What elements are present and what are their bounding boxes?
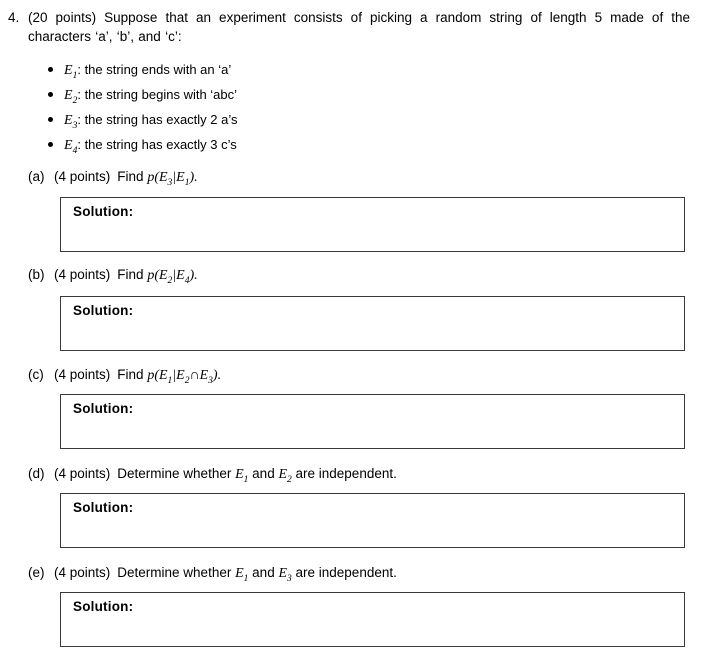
part-e-expression: $E_1$: [235, 566, 249, 584]
part-c-label: [28, 366, 221, 390]
solution-box-b[interactable]: [60, 296, 685, 351]
problem-text: (20 points) Suppose that an experiment consists of picking a random string of length 5 made of the characters ‘a’, ‘b’, and ‘c’:: [28, 10, 690, 44]
part-d-letter: (d): [28, 466, 45, 481]
event-symbol: $E_4$: [64, 138, 78, 156]
part-c-prompt: Find: [117, 367, 144, 382]
list-item: [46, 85, 446, 110]
solution-label: Solution:: [73, 500, 134, 515]
part-a-expression: $p(E_3|E_1)$.: [147, 170, 198, 188]
event-colon: :: [77, 87, 81, 102]
event-colon: :: [77, 112, 81, 127]
solution-box-a[interactable]: [60, 197, 685, 252]
event-symbol: $E_3$: [64, 113, 78, 131]
event-symbol: $E_1$: [64, 63, 78, 81]
event-description: the string has exactly 2 a’s: [84, 112, 238, 127]
part-b-label: [28, 266, 198, 290]
event-list: [46, 60, 446, 160]
part-b-prompt: Find: [117, 267, 144, 282]
solution-label: Solution:: [73, 303, 134, 318]
part-d-prompt: Determine whether: [117, 466, 232, 481]
part-b-expression: $p(E_2|E_4)$.: [147, 268, 198, 286]
list-item: [46, 110, 446, 135]
event-description: the string has exactly 3 c’s: [84, 137, 237, 152]
event-symbol: $E_2$: [64, 88, 78, 106]
problem-number: 4.: [8, 10, 20, 25]
part-b-letter: (b): [28, 267, 45, 282]
part-e-points: (4 points): [54, 565, 111, 580]
part-b-points: (4 points): [54, 267, 111, 282]
problem-statement: [8, 8, 708, 46]
part-e-letter: (e): [28, 565, 45, 580]
part-c-expression: $p(E_1|E_2\cap E_3)$.: [147, 368, 222, 386]
solution-label: Solution:: [73, 401, 134, 416]
solution-label: Solution:: [73, 204, 134, 219]
list-item: [46, 60, 446, 85]
event-colon: :: [77, 62, 81, 77]
part-d-points: (4 points): [54, 466, 111, 481]
part-a-prompt: Find: [117, 169, 144, 184]
bullet-icon: [48, 92, 53, 97]
bullet-icon: [48, 67, 53, 72]
part-e-label: (e) (4 points) Determine whether $E_1$ and $E_3$ are independent.: [28, 565, 397, 584]
part-c-letter: (c): [28, 367, 44, 382]
event-colon: :: [77, 137, 81, 152]
list-item: [46, 135, 446, 160]
solution-label: Solution:: [73, 599, 134, 614]
part-a-label: [28, 168, 198, 192]
solution-box-e[interactable]: [60, 592, 685, 647]
part-a-letter: (a): [28, 169, 45, 184]
part-e-prompt: Determine whether: [117, 565, 232, 580]
part-d-label: (d) (4 points) Determine whether $E_1$ and $E_2$ are independent.: [28, 466, 397, 485]
solution-box-c[interactable]: [60, 394, 685, 449]
bullet-icon: [48, 142, 53, 147]
part-d-expression: $E_1$: [235, 467, 249, 485]
bullet-icon: [48, 117, 53, 122]
part-c-points: (4 points): [54, 367, 111, 382]
event-description: the string begins with ‘abc’: [84, 87, 238, 102]
event-description: the string ends with an ‘a’: [84, 62, 232, 77]
part-a-points: (4 points): [54, 169, 111, 184]
solution-box-d[interactable]: [60, 493, 685, 548]
